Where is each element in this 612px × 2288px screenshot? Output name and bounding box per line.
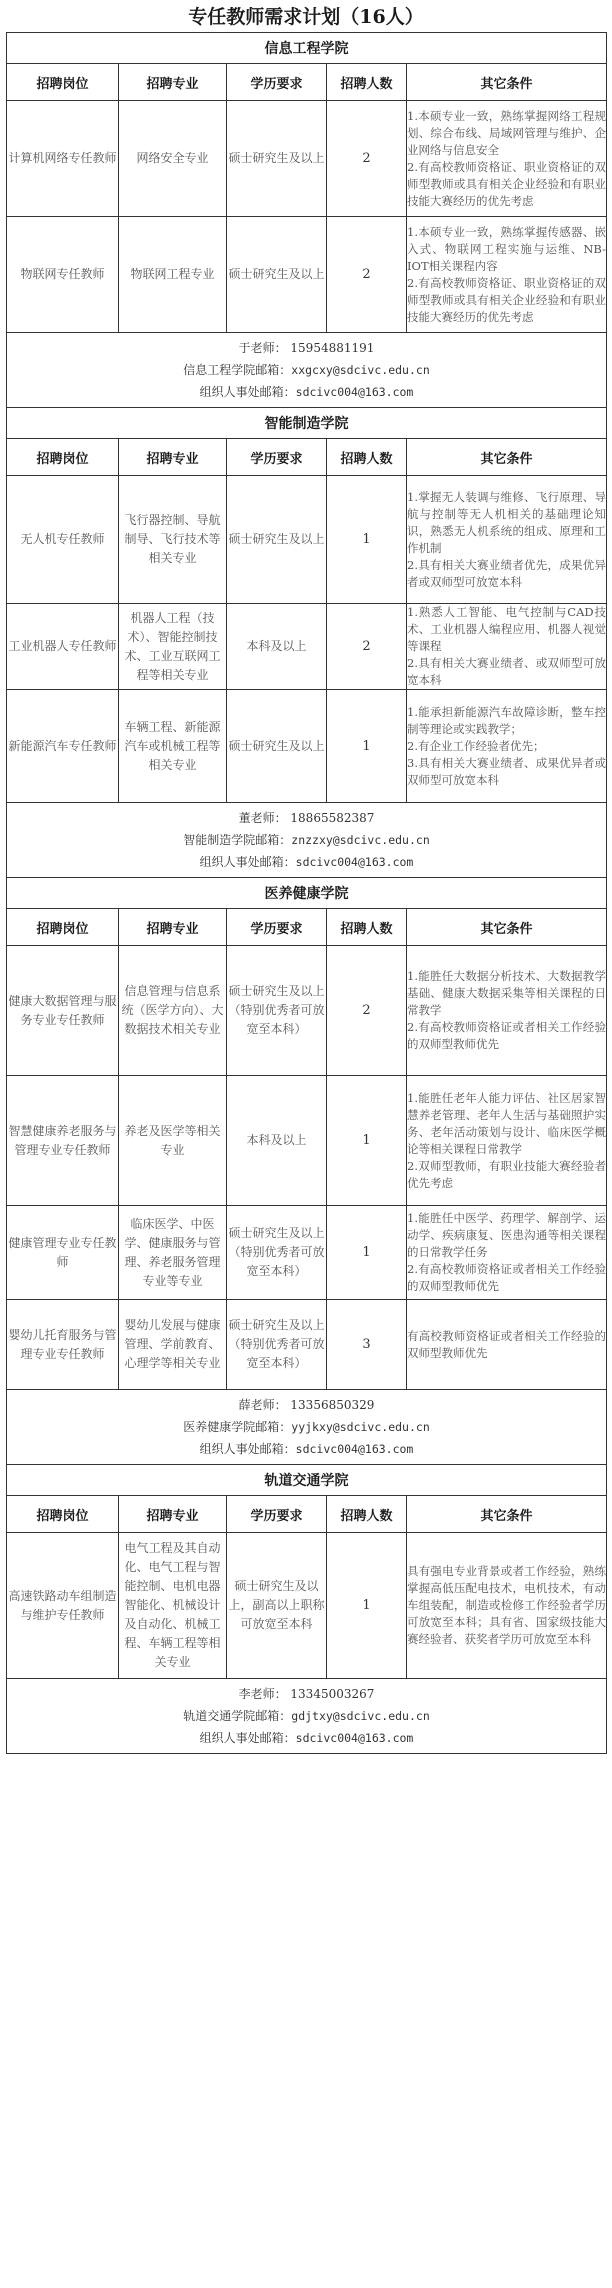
position-cell: 智慧健康养老服务与管理专业专任教师 [7,1076,119,1206]
count-cell: 1 [327,476,407,604]
conditions-cell: 1.能胜任老年人能力评估、社区居家智慧养老管理、老年人生活与基础照护实务、老年活动策划与设计、临床医学概论等相关课程日常教学 2.双师型教师，有职业技能大赛经验者优先考虑 [407,1076,607,1206]
conditions-cell: 1.能承担新能源汽车故障诊断，整车控制等理论或实践教学； 2.有企业工作经验者优先； 3.具有相关大赛业绩者、成果优异者或双师型可放宽本科 [407,690,607,803]
college-email-link[interactable]: gdjtxy@sdcivc.edu.cn [291,1709,430,1723]
table-row [7,1300,607,1390]
table-row [7,101,607,217]
contact-teacher: 董老师： 18865582387 [238,811,375,825]
college-email-label: 信息工程学院邮箱： [183,363,292,377]
contact-row [7,333,607,408]
table-row [7,1533,607,1679]
hr-email-label: 组织人事处邮箱： [199,1731,296,1745]
header-major: 招聘专业 [119,1496,227,1533]
education-cell: 硕士研究生及以上 [227,217,327,333]
table-row [7,604,607,690]
education-cell: 硕士研究生及以上（特别优秀者可放宽至本科） [227,1206,327,1300]
recruitment-table [6,32,607,1754]
table-row [7,1206,607,1300]
college-name: 信息工程学院 [7,33,607,64]
count-cell: 2 [327,101,407,217]
position-cell: 健康大数据管理与服务专业专任教师 [7,946,119,1076]
education-cell: 硕士研究生及以上，副高以上职称可放宽至本科 [227,1533,327,1679]
college-header-row [7,408,607,439]
header-education: 学历要求 [227,439,327,476]
hr-email-label: 组织人事处邮箱： [199,855,296,869]
college-email-line [7,829,606,851]
table-row [7,1076,607,1206]
college-header-row [7,878,607,909]
conditions-cell: 1.能胜任中医学、药理学、解剖学、运动学、疾病康复、医患沟通等相关课程的日常教学任务 2.有高校教师资格证或者相关工作经验的双师型教师优先 [407,1206,607,1300]
column-header-row [7,909,607,946]
header-other-conditions: 其它条件 [407,439,607,476]
hr-email-link[interactable]: sdcivc004@163.com [295,1731,414,1745]
major-cell: 电气工程及其自动化、电气工程与智能控制、电机电器智能化、机械设计及自动化、机械工程、车辆工程等相关专业 [119,1533,227,1679]
college-email-label: 医养健康学院邮箱： [183,1420,292,1434]
conditions-cell: 具有强电专业背景或者工作经验，熟练掌握高低压配电技术，电机技术，有动车组装配，制造或检修工作经验者学历可放宽至本科；具有省、国家级技能大赛经验者、获奖者学历可放宽至本科 [407,1533,607,1679]
header-position: 招聘岗位 [7,909,119,946]
count-cell: 3 [327,1300,407,1390]
header-major: 招聘专业 [119,439,227,476]
table-row [7,476,607,604]
contact-block [7,803,607,878]
education-cell: 硕士研究生及以上 [227,476,327,604]
position-cell: 无人机专任教师 [7,476,119,604]
count-cell: 2 [327,604,407,690]
position-cell: 婴幼儿托育服务与管理专业专任教师 [7,1300,119,1390]
header-other-conditions: 其它条件 [407,909,607,946]
contact-block [7,1390,607,1465]
contact-teacher: 李老师： 13345003267 [238,1687,375,1701]
page-title: 专任教师需求计划（16人） [188,6,424,28]
college-email-line [7,1416,606,1438]
conditions-cell: 1.本硕专业一致，熟练掌握传感器、嵌入式、物联网工程实施与运维、NB-IOT相关课程内容 2.有高校教师资格证、职业资格证的双师型教师或具有相关企业经验和有职业技能大赛经历的优先考虑 [407,217,607,333]
header-count: 招聘人数 [327,439,407,476]
header-other-conditions: 其它条件 [407,64,607,101]
column-header-row [7,1496,607,1533]
college-email-label: 轨道交通学院邮箱： [183,1709,292,1723]
table-row [7,217,607,333]
hr-email-label: 组织人事处邮箱： [199,1442,296,1456]
education-cell: 硕士研究生及以上（特别优秀者可放宽至本科） [227,946,327,1076]
contact-block [7,333,607,408]
position-cell: 工业机器人专任教师 [7,604,119,690]
conditions-cell: 1.能胜任大数据分析技术、大数据教学基础、健康大数据采集等相关课程的日常教学 2.有高校教师资格证或者相关工作经验的双师型教师优先 [407,946,607,1076]
hr-email-link[interactable]: sdcivc004@163.com [295,855,414,869]
major-cell: 飞行器控制、导航制导、飞行技术等相关专业 [119,476,227,604]
table-row [7,690,607,803]
hr-email-line [7,851,606,873]
conditions-cell: 1.熟悉人工智能、电气控制与CAD技术、工业机器人编程应用、机器人视觉等课程 2.具有相关大赛业绩者、或双师型可放宽本科 [407,604,607,690]
hr-email-line [7,381,606,403]
college-name: 智能制造学院 [7,408,607,439]
count-cell: 2 [327,217,407,333]
major-cell: 机器人工程（技术）、智能控制技术、工业互联网工程等相关专业 [119,604,227,690]
college-email-link[interactable]: znzzxy@sdcivc.edu.cn [291,833,430,847]
education-cell: 硕士研究生及以上 [227,101,327,217]
college-email-link[interactable]: yyjkxy@sdcivc.edu.cn [291,1420,430,1434]
hr-email-line [7,1438,606,1460]
column-header-row [7,439,607,476]
college-email-label: 智能制造学院邮箱： [183,833,292,847]
education-cell: 本科及以上 [227,1076,327,1206]
header-position: 招聘岗位 [7,439,119,476]
hr-email-line [7,1727,606,1749]
header-education: 学历要求 [227,909,327,946]
major-cell: 物联网工程专业 [119,217,227,333]
contact-block [7,1679,607,1754]
education-cell: 硕士研究生及以上 [227,690,327,803]
college-email-link[interactable]: xxgcxy@sdcivc.edu.cn [291,363,430,377]
college-header-row [7,1465,607,1496]
count-cell: 2 [327,946,407,1076]
position-cell: 新能源汽车专任教师 [7,690,119,803]
college-name: 医养健康学院 [7,878,607,909]
contact-teacher: 于老师： 15954881191 [238,341,375,355]
header-count: 招聘人数 [327,909,407,946]
position-cell: 计算机网络专任教师 [7,101,119,217]
major-cell: 信息管理与信息系统（医学方向）、大数据技术相关专业 [119,946,227,1076]
major-cell: 临床医学、中医学、健康服务与管理、养老服务管理专业等专业 [119,1206,227,1300]
contact-row [7,1679,607,1754]
header-major: 招聘专业 [119,64,227,101]
count-cell: 1 [327,690,407,803]
header-count: 招聘人数 [327,64,407,101]
header-education: 学历要求 [227,1496,327,1533]
education-cell: 硕士研究生及以上（特别优秀者可放宽至本科） [227,1300,327,1390]
conditions-cell: 1.掌握无人装调与维修、飞行原理、导航与控制等无人机相关的基础理论知识，熟悉无人机系统的组成、原理和工作机制 2.具有相关大赛业绩者优先，成果优异者或双师型可放宽本科 [407,476,607,604]
major-cell: 网络安全专业 [119,101,227,217]
college-header-row [7,33,607,64]
column-header-row [7,64,607,101]
conditions-cell: 1.本硕专业一致，熟练掌握网络工程规划、综合布线、局域网管理与维护、企业网络与信息安全 2.有高校教师资格证、职业资格证的双师型教师或具有相关企业经验和有职业技能大赛经历的优先考虑 [407,101,607,217]
major-cell: 养老及医学等相关专业 [119,1076,227,1206]
major-cell: 婴幼儿发展与健康管理、学前教育、心理学等相关专业 [119,1300,227,1390]
contact-teacher: 薛老师： 13356850329 [238,1398,375,1412]
count-cell: 1 [327,1206,407,1300]
table-row [7,946,607,1076]
college-name: 轨道交通学院 [7,1465,607,1496]
hr-email-label: 组织人事处邮箱： [199,385,296,399]
hr-email-link[interactable]: sdcivc004@163.com [295,385,414,399]
position-cell: 健康管理专业专任教师 [7,1206,119,1300]
contact-row [7,803,607,878]
education-cell: 本科及以上 [227,604,327,690]
header-position: 招聘岗位 [7,64,119,101]
header-major: 招聘专业 [119,909,227,946]
count-cell: 1 [327,1076,407,1206]
hr-email-link[interactable]: sdcivc004@163.com [295,1442,414,1456]
major-cell: 车辆工程、新能源汽车或机械工程等相关专业 [119,690,227,803]
header-count: 招聘人数 [327,1496,407,1533]
position-cell: 物联网专任教师 [7,217,119,333]
header-other-conditions: 其它条件 [407,1496,607,1533]
position-cell: 高速铁路动车组制造与维护专任教师 [7,1533,119,1679]
college-email-line [7,1705,606,1727]
count-cell: 1 [327,1533,407,1679]
conditions-cell: 有高校教师资格证或者相关工作经验的双师型教师优先 [407,1300,607,1390]
header-position: 招聘岗位 [7,1496,119,1533]
header-education: 学历要求 [227,64,327,101]
contact-row [7,1390,607,1465]
college-email-line [7,359,606,381]
